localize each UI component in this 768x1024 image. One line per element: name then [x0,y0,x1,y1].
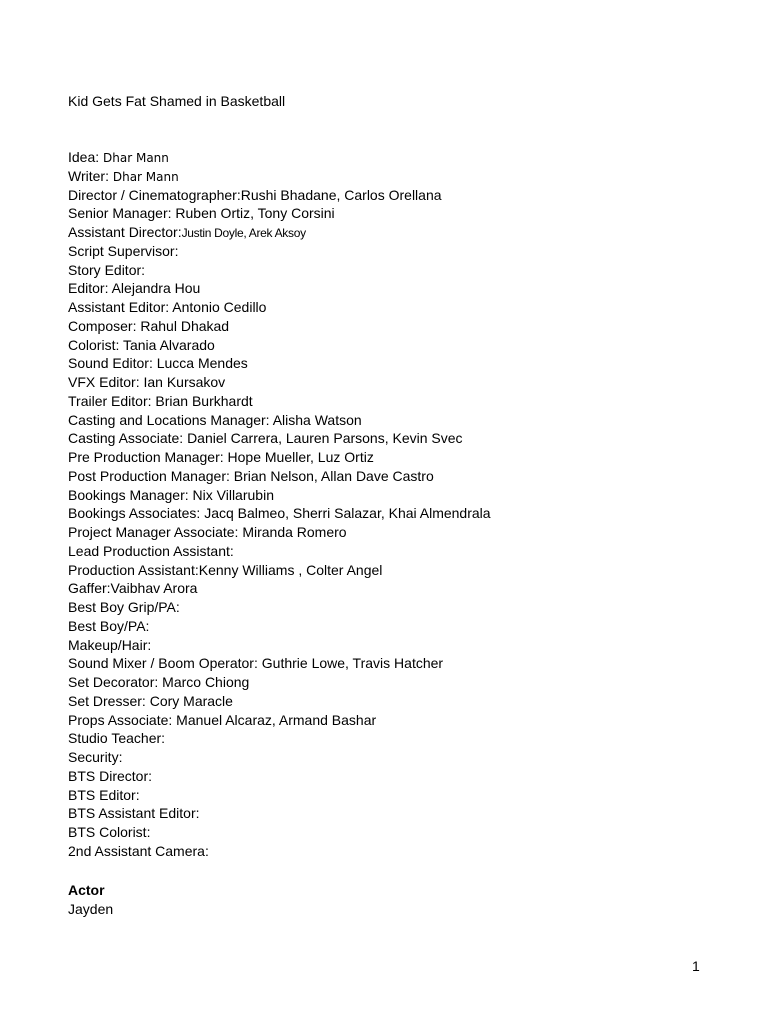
credit-label: Writer: [68,167,113,184]
credit-label: Lead Production Assistant: [68,542,234,559]
credit-line-security [68,748,491,767]
credit-label: Bookings Associates: [68,505,205,522]
credit-value: Nix Villarubin [192,486,274,503]
credit-value: Brian Nelson, Allan Dave Castro [233,467,434,484]
credit-line-best-boy [68,617,491,636]
credit-line-bts-director [68,767,491,786]
credit-line-set-decorator [68,673,491,692]
credit-line-production-assistant [68,561,491,580]
credit-line-bts-editor [68,786,491,805]
credit-label: Director / Cinematographer: [68,186,241,203]
credit-label: Casting and Locations Manager: [68,411,273,428]
credit-line-makeup-hair [68,636,491,655]
credit-value: Hope Mueller, Luz Ortiz [227,449,374,465]
credit-line-project-manager-associate [68,523,491,542]
credit-line-story-editor [68,261,491,280]
credit-value: Cory Maracle [149,692,233,709]
credit-line-studio-teacher [68,729,491,748]
credit-line-assistant-editor [68,298,491,317]
credit-label: 2nd Assistant Camera: [68,842,209,859]
credit-value: Tania Alvarado [122,336,215,353]
credit-value: Guthrie Lowe, Travis Hatcher [261,655,444,672]
credit-line-editor [68,279,491,298]
credit-line-sound-editor [68,354,491,373]
credit-label: Sound Editor: [68,355,157,372]
credit-line-gaffer [68,579,491,598]
credit-value: Manuel Alcaraz, Armand Bashar [176,711,377,728]
credit-line-assistant-director [68,223,491,242]
credit-line-post-production-manager [68,467,491,486]
credit-value: Lucca Mendes [156,355,248,372]
credit-label: Studio Teacher: [68,730,166,747]
credit-label: BTS Editor: [68,786,140,803]
credit-line-lead-production-assistant [68,542,491,561]
document-title: Kid Gets Fat Shamed in Basketball [68,93,286,109]
credit-line-composer [68,317,491,336]
credit-label: Bookings Manager: [68,486,193,503]
credit-line-bts-colorist [68,823,491,842]
credit-value: Daniel Carrera, Lauren Parsons, Kevin Svec [187,430,463,447]
credit-line-props-associate [68,711,491,730]
credit-line-colorist [68,336,491,355]
credit-label: Security: [68,749,123,765]
credit-line-senior-manager [68,204,491,223]
credit-label: Assistant Editor: [68,299,173,315]
credit-line-bookings-manager [68,486,491,505]
credit-label: Senior Manager: [68,205,176,222]
credit-line-bts-assistant-editor [68,804,491,823]
credit-value: Jacq Balmeo, Sherri Salazar, Khai Almendrala [204,505,491,522]
credit-label: BTS Assistant Editor: [68,805,200,822]
credit-line-script-supervisor [68,242,491,261]
credit-value: Alejandra Hou [111,280,201,297]
actor-name: Jayden [68,901,114,917]
credit-value: Ruben Ortiz, Tony Corsini [175,205,335,222]
credit-line-sound-mixer [68,654,491,673]
credit-line-director [68,186,491,205]
credit-label: Composer: [68,317,141,334]
credit-value: Kenny Williams , Colter Angel [198,561,383,578]
credit-label: Best Boy/PA: [68,617,150,634]
credit-value: Rahul Dhakad [140,317,230,334]
credit-label: Editor: [68,280,112,297]
credit-label: Trailer Editor: [68,392,156,409]
credit-label: Colorist: [68,336,123,353]
credit-value: Miranda Romero [242,524,347,540]
credit-label: Project Manager Associate: [68,524,243,540]
credit-label: Assistant Director: [68,224,182,240]
credit-line-vfx-editor [68,373,491,392]
credit-label: Post Production Manager: [68,467,234,484]
credit-label: Production Assistant: [68,561,199,578]
credit-line-trailer-editor [68,392,491,411]
credit-label: Set Dresser: [68,692,150,709]
credit-value: Alisha Watson [272,411,362,428]
credit-value: Marco Chiong [162,674,250,690]
credit-value: Dhar Mann [112,169,179,184]
credit-value: Vaibhav Arora [110,580,198,597]
credit-value: Rushi Bhadane, Carlos Orellana [240,186,442,203]
credit-value: Dhar Mann [103,151,169,165]
credit-value: Antonio Cedillo [172,299,267,315]
credit-label: Props Associate: [68,711,177,728]
credit-line-writer [68,167,491,186]
credit-label: Best Boy Grip/PA: [68,599,180,615]
credit-label: BTS Director: [68,767,153,784]
actor-heading: Actor [68,882,105,898]
credit-value: Ian Kursakov [143,374,226,390]
credit-label: Pre Production Manager: [68,449,228,465]
credit-line-casting-associate [68,429,491,448]
credit-label: Script Supervisor: [68,242,179,259]
credit-line-bookings-associates [68,504,491,523]
credit-label: VFX Editor: [68,374,144,390]
credit-label: BTS Colorist: [68,824,151,840]
credit-label: Sound Mixer / Boom Operator: [68,655,262,672]
page-number: 1 [692,958,700,974]
credit-line-2nd-assistant-camera [68,842,491,861]
credit-value: Brian Burkhardt [155,392,253,409]
credit-line-pre-production-manager [68,448,491,467]
credit-label: Set Decorator: [68,674,163,690]
credit-label: Makeup/Hair: [68,636,152,653]
credits-list [68,148,491,861]
credit-value: Justin Doyle, Arek Aksoy [181,226,306,240]
credit-label: Idea: [68,149,104,165]
credit-line-set-dresser [68,692,491,711]
credit-label: Gaffer: [68,580,111,597]
credit-line-casting-locations-manager [68,411,491,430]
credit-label: Casting Associate: [68,430,188,447]
credit-label: Story Editor: [68,261,146,278]
credit-line-idea [68,148,491,167]
credit-line-best-boy-grip [68,598,491,617]
